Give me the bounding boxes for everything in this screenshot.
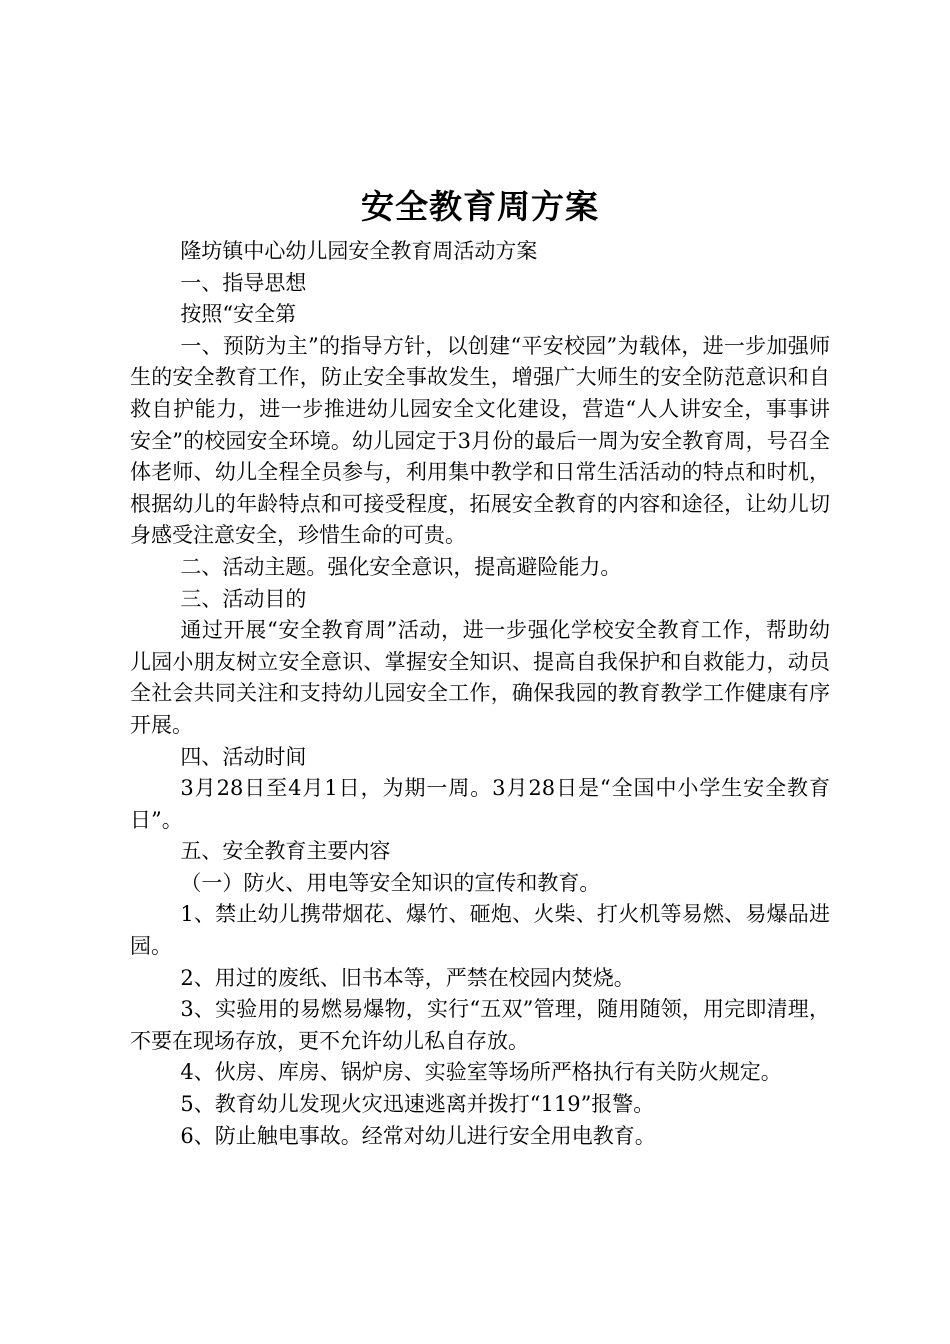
paragraph-activity-theme: 二、活动主题。强化安全意识，提高避险能力。 — [180, 554, 622, 579]
list-item-3: 3、实验用的易燃易爆物，实行“五双”管理，随用随领，用完即清理，不要在现场存放，更不允许幼儿私自存放。 — [130, 997, 830, 1053]
paragraph-activity-purpose: 通过开展“安全教育周”活动，进一步强化学校安全教育工作，帮助幼儿园小朋友树立安全意识、掌握安全知识、提高自我保护和自救能力，动员全社会共同关注和支持幼儿园安全工作，确保我园的教育教学工作健康有序开展。 — [130, 618, 830, 737]
paragraph-activity-time: 3月28日至4月1日，为期一周。3月28日是“全国中小学生安全教育日”。 — [130, 776, 830, 832]
list-item-6: 6、防止触电事故。经常对幼儿进行安全用电教育。 — [180, 1123, 656, 1148]
paragraph-heading-guiding-ideology: 一、指导思想 — [180, 270, 307, 295]
list-item-4: 4、伙房、库房、锅炉房、实验室等场所严格执行有关防火规定。 — [180, 1060, 782, 1085]
paragraph-guiding-policy: 一、预防为主”的指导方针，以创建“平安校园”为载体，进一步加强师生的安全教育工作，防止安全事故发生，增强广大师生的安全防范意识和自救自护能力，进一步推进幼儿园安全文化建设，营造“人人讲安全，事事讲安全”的校园安全环境。幼儿园定于3月份的最后一周为安全教育周，号召全体老师、幼儿全程全员参与，利用集中教学和日常生活活动的特点和时机，根据幼儿的年龄特点和可接受程度，拓展安全教育的内容和途径，让幼儿切身感受注意安全，珍惜生命的可贵。 — [130, 333, 830, 548]
paragraph-heading-activity-time: 四、活动时间 — [180, 744, 307, 769]
list-item-5: 5、教育幼儿发现火灾迅速逃离并拨打“119”报警。 — [180, 1092, 655, 1117]
paragraph-heading-activity-purpose: 三、活动目的 — [180, 586, 307, 611]
list-item-1: 1、禁止幼儿携带烟花、爆竹、砸炮、火柴、打火机等易燃、易爆品进园。 — [130, 902, 830, 959]
paragraph-subheading-fire-electric: （一）防火、用电等安全知识的宣传和教育。 — [180, 870, 601, 895]
document-page — [130, 186, 830, 1152]
paragraph-subtitle: 隆坊镇中心幼儿园安全教育周活动方案 — [180, 239, 538, 263]
list-item-2: 2、用过的废纸、旧书本等，严禁在校园内焚烧。 — [180, 965, 635, 990]
paragraph-according-to: 按照“安全第 — [180, 302, 297, 327]
paragraph-heading-main-content: 五、安全教育主要内容 — [180, 839, 391, 864]
document-title: 安全教育周方案 — [361, 187, 599, 226]
